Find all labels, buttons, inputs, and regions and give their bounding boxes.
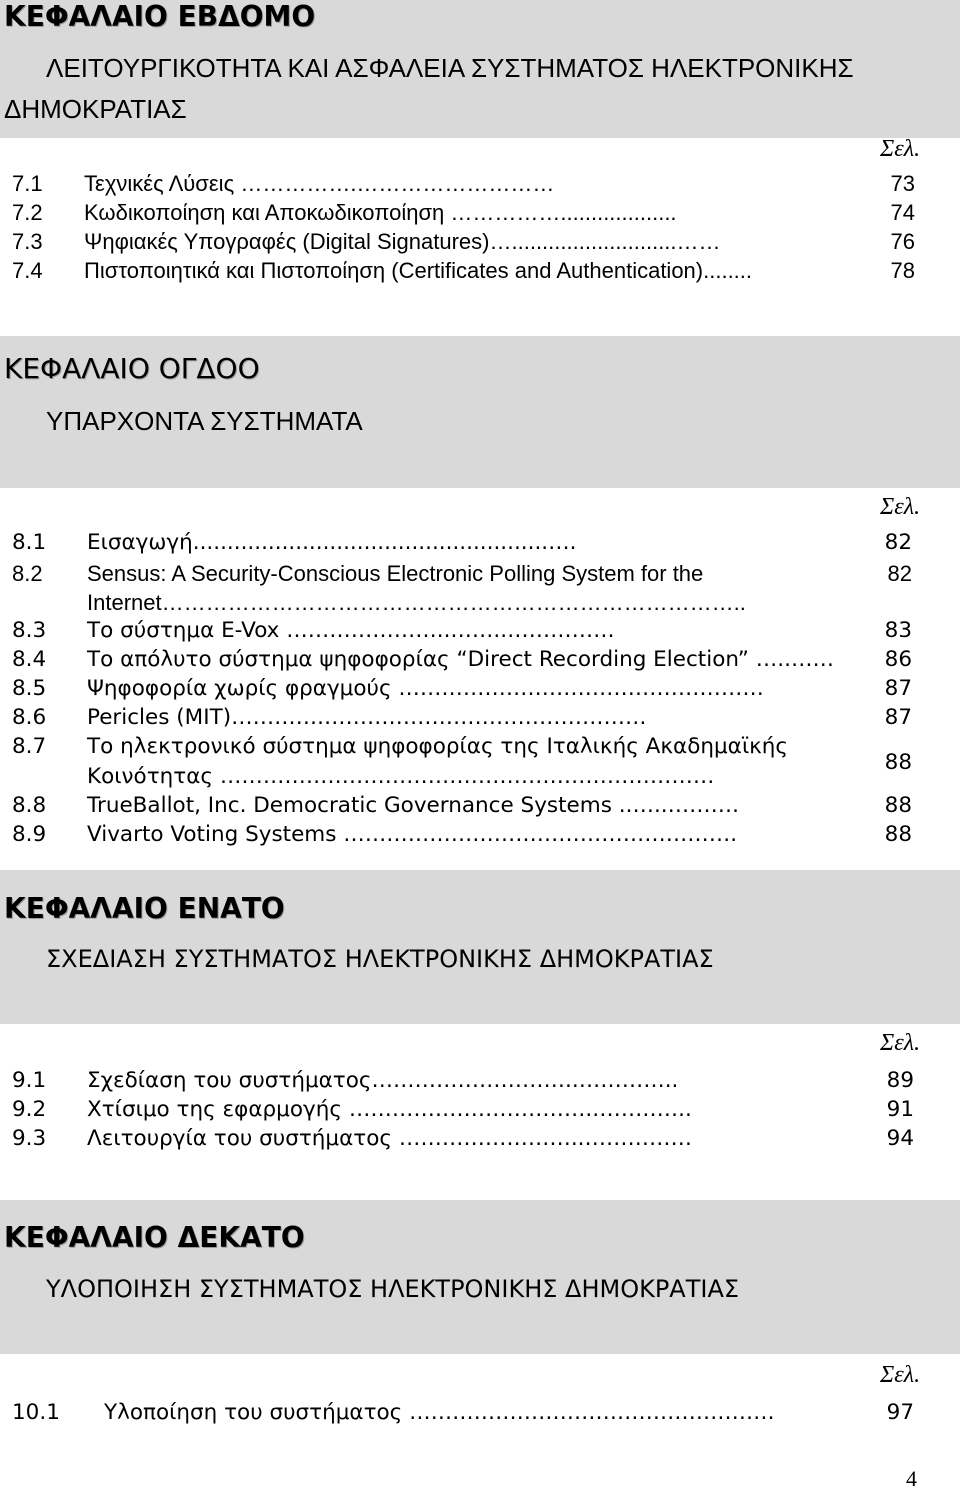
chapter7-subtitle-line2: ΔΗΜΟΚΡΑΤΙΑΣ [4,94,187,124]
toc-page-9-3: 94 [886,1126,914,1151]
entry-leader: …………………………………………………………… [219,764,715,789]
toc-page-8-8: 88 [884,793,912,818]
entry-number: 7.4 [12,258,43,283]
toc-entry-8-3[interactable] [12,618,615,643]
entry-number: 7.3 [12,229,43,254]
toc-page-10-1: 97 [886,1400,914,1425]
entry-title: Πιστοποιητικά και Πιστοποίηση (Certificates and Authentication) [84,258,704,283]
entry-number: 8.8 [12,793,47,818]
toc-entry-8-7[interactable] [12,734,788,759]
toc-page-8-5: 87 [884,676,912,701]
entry-number: 7.2 [12,200,43,225]
toc-entry-9-2[interactable] [12,1097,692,1122]
entry-leader: ………….……………………………………… [231,705,647,730]
toc-entry-9-1[interactable] [12,1068,678,1093]
toc-page-7-3: 76 [890,229,915,254]
entry-leader: ……………................... [450,200,677,225]
toc-entry-8-2[interactable] [12,561,703,587]
toc-entry-8-5[interactable] [12,676,764,701]
entry-leader: ........ [703,258,753,283]
chapter10-page-label: Σελ. [880,1362,921,1388]
chapter8-heading: ΚΕΦΑΛΑΙΟ ΟΓΔΟΟ [4,352,260,385]
footer-page-number: 4 [906,1466,917,1491]
entry-number: 7.1 [12,171,43,196]
entry-title: Vivarto Voting Systems [87,822,337,847]
entry-leader: …………………………………………… [398,676,764,701]
entry-leader: ……………………..…………… [398,1126,693,1151]
toc-entry-8-8[interactable] [12,793,739,818]
toc-entry-7-2[interactable] [12,200,677,226]
entry-leader: ....................................................…. [192,530,577,555]
chapter9-heading: ΚΕΦΑΛΑΙΟ ΕΝΑΤΟ [4,892,285,925]
toc-page-7-1: 73 [890,171,915,196]
entry-title: Sensus: A Security-Conscious Electronic Polling System for the [87,561,704,586]
toc-page-8-4: 86 [884,647,912,672]
entry-number: 8.6 [12,705,47,730]
entry-leader: …………………..……..…………… [286,618,615,643]
entry-number: 9.3 [12,1126,47,1151]
toc-page-8-1: 82 [884,530,912,555]
entry-leader: …………………………………………………………………….. [161,590,746,615]
toc-page-8-9: 88 [884,822,912,847]
entry-title: TrueBallot, Inc. Democratic Governance Systems [87,793,612,818]
toc-page-7-2: 74 [890,200,915,225]
toc-entry-8-9[interactable] [12,822,737,847]
chapter10-heading: ΚΕΦΑΛΑΙΟ ΔΕΚΑΤΟ [4,1221,305,1254]
toc-page-8-7: 88 [884,750,912,775]
entry-title: Το σύστημα E-Vox [87,618,280,643]
entry-number: 8.5 [12,676,47,701]
toc-entry-8-1[interactable] [12,530,576,555]
toc-entry-10-1[interactable] [12,1400,775,1425]
entry-number: 8.4 [12,647,47,672]
entry-title: Ψηφοφορία χωρίς φραγμούς [87,676,392,701]
chapter7-subtitle-line1: ΛΕΙΤΟΥΡΓΙΚΟΤΗΤΑ ΚΑΙ ΑΣΦΑΛΕΙΑ ΣΥΣΤΗΜΑΤΟΣ ΗΛΕΚΤΡΟΝΙΚΗΣ [46,53,854,83]
entry-title: Τεχνικές Λύσεις [84,171,235,196]
entry-number: 9.2 [12,1097,47,1122]
entry-number: 8.1 [12,530,47,555]
chapter8-page-label: Σελ. [880,494,921,520]
chapter9-page-label: Σελ. [880,1030,921,1056]
entry-leader: …………….……………………… [240,171,555,196]
toc-entry-9-3[interactable] [12,1126,692,1151]
entry-number: 9.1 [12,1068,47,1093]
toc-entry-8-6[interactable] [12,705,646,730]
entry-number: 8.2 [12,561,43,586]
chapter10-subtitle: ΥΛΟΠΟΙΗΣΗ ΣΥΣΤΗΜΑΤΟΣ ΗΛΕΚΤΡΟΝΙΚΗΣ ΔΗΜΟΚΡΑΤΙΑΣ [46,1275,740,1303]
entry-title: Το απόλυτο σύστημα ψηφοφορίας “Direct Recording Election” [87,647,749,672]
toc-entry-7-3[interactable] [12,229,721,255]
entry-title: Υλοποίηση του συστήματος [104,1400,403,1425]
entry-title: Pericles (MIT) [87,705,232,730]
entry-number: 10.1 [12,1400,60,1425]
toc-page-8-6: 87 [884,705,912,730]
toc-page-8-3: 83 [884,618,912,643]
entry-title: Το ηλεκτρονικό σύστημα ψηφοφορίας της Ιταλικής Ακαδημαϊκής [87,734,789,759]
toc-entry-7-4[interactable] [12,258,752,284]
toc-entry-8-2-continuation [87,590,847,616]
entry-title: Κωδικοποίηση και Αποκωδικοποίηση [84,200,445,225]
toc-page-7-4: 78 [890,258,915,283]
entry-title-continued: Κοινότητας [87,764,213,789]
entry-number: 8.9 [12,822,47,847]
entry-title-continued: Internet [87,590,162,615]
entry-leader: …..…… [755,647,834,672]
entry-leader: ………………………..………….. [371,1068,679,1093]
entry-number: 8.7 [12,734,47,759]
toc-page-9-2: 91 [886,1097,914,1122]
entry-title: Σχεδίαση του συστήματος [87,1068,372,1093]
toc-entry-7-1[interactable] [12,171,554,197]
chapter7-page-label: Σελ. [880,136,921,162]
chapter8-subtitle: ΥΠΑΡΧΟΝΤΑ ΣΥΣΤΗΜΑΤΑ [46,406,363,436]
entry-title: Ψηφιακές Υπογραφές (Digital Signatures) [84,229,490,254]
toc-entry-8-4[interactable] [12,647,834,672]
entry-title: Χτίσιμο της εφαρμογής [87,1097,342,1122]
entry-leader: …………………………….………….. [348,1097,692,1122]
chapter7-heading: ΚΕΦΑΛΑΙΟ ΕΒΔΟΜΟ [4,0,316,33]
entry-number: 8.3 [12,618,47,643]
entry-leader: …...........................…… [489,229,721,254]
entry-leader: …………………………………………… [409,1400,775,1425]
toc-page-9-1: 89 [886,1068,914,1093]
toc-entry-8-7-continuation [87,764,841,789]
entry-leader: ..…..………. [618,793,739,818]
entry-leader: ………………………………………………. [343,822,738,847]
chapter9-subtitle: ΣΧΕΔΙΑΣΗ ΣΥΣΤΗΜΑΤΟΣ ΗΛΕΚΤΡΟΝΙΚΗΣ ΔΗΜΟΚΡΑΤΙΑΣ [46,945,714,973]
entry-title: Λειτουργία του συστήματος [87,1126,392,1151]
toc-page-8-2: 82 [887,561,912,586]
entry-title: Εισαγωγή [87,530,193,555]
